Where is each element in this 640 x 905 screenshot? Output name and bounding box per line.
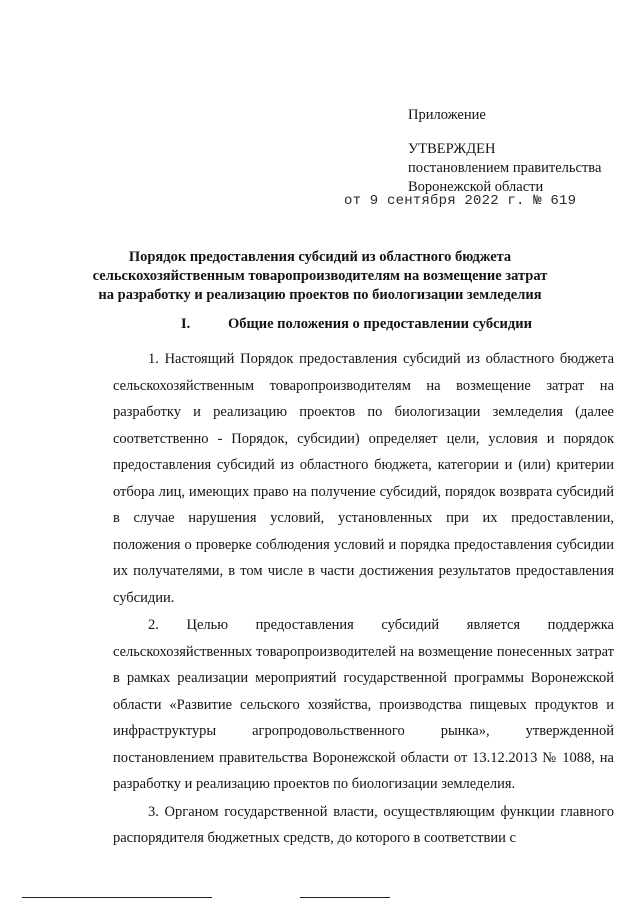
date-number-stamp: от 9 сентября 2022 г. № 619	[344, 193, 577, 209]
footer-rule	[22, 897, 212, 898]
section-title: Общие положения о предоставлении субсидии	[228, 316, 532, 332]
region-text: Воронежской области	[408, 179, 544, 195]
approved-label: УТВЕРЖДЕН	[408, 141, 496, 157]
document-body	[113, 346, 614, 853]
footer-rule-short	[300, 897, 390, 898]
section-heading	[181, 316, 532, 333]
paragraph-3: 3. Органом государственной власти, осуществляющим функции главного распорядителя бюджетных средств, до которого в соответствии с	[113, 803, 614, 846]
section-number: I.	[181, 316, 191, 332]
appendix-label: Приложение	[408, 107, 486, 123]
approved-by-text: постановлением правительства	[408, 160, 602, 176]
approval-block	[408, 106, 601, 197]
paragraph-1: 1. Настоящий Порядок предоставления субсидий из областного бюджета сельскохозяйственным товаропроизводителям на возмещение затрат на разработку и реализацию проектов по биологизации земледелия (далее соответственно - Порядок, субсидии) определяет цели, условия и порядок предоставления субсидий из областного бюджета, категории и (или) критерии отбора лиц, имеющих право на получение субсидий, порядок возврата субсидий в случае нарушения условий, установленных при их предоставлении, положения о проверке соблюдения условий и порядка предоставления субсидии их получателями, в том числе в части достижения результатов предоставления субсидии.	[113, 351, 614, 606]
paragraph-2: 2. Целью предоставления субсидий является поддержка сельскохозяйственных товаропроизводителей на возмещение понесенных затрат в рамках реализации мероприятий государственной программы Воронежской области «Развитие сельского хозяйства, производства пищевых продуктов и инфраструктуры агропродовольственного рынка», утвержденной постановлением правительства Воронежской области от 13.12.2013 № 1088, на разработку и реализацию проектов по биологизации земледелия.	[113, 617, 614, 792]
document-title: Порядок предоставления субсидий из областного бюджета сельскохозяйственным товаропроизводителям на возмещение затрат на разработку и реализацию проектов по биологизации земледелия	[92, 249, 548, 303]
